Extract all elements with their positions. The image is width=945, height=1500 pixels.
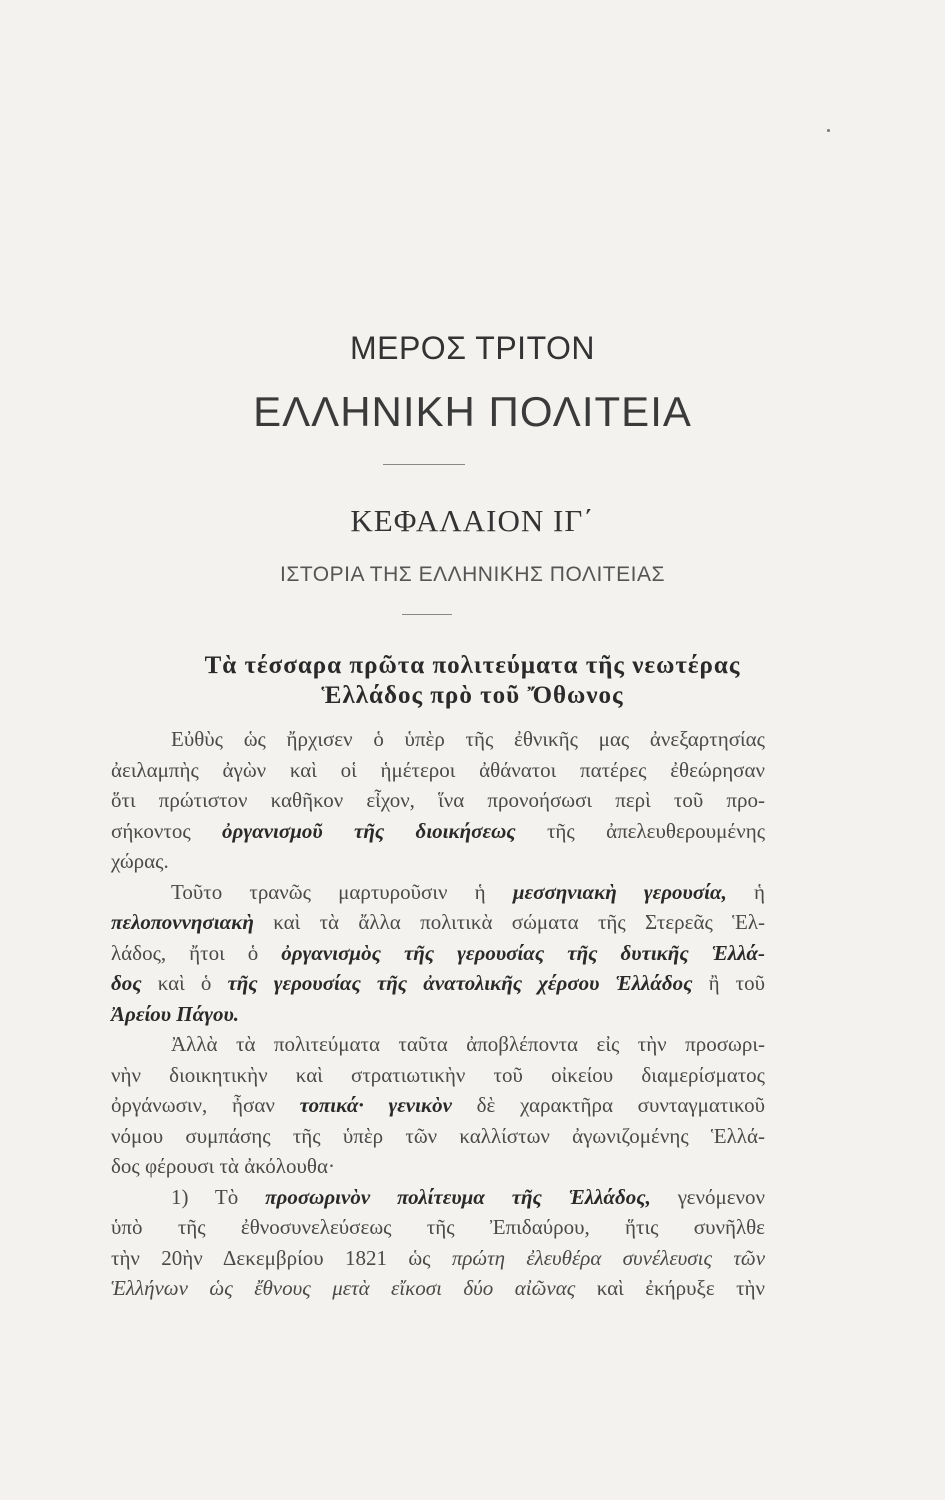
text-run: γενόμενον bbox=[677, 1184, 766, 1209]
text-line bbox=[111, 1243, 765, 1274]
section-title-line-2: Ἑλλάδος πρὸ τοῦ Ὄθωνος bbox=[321, 682, 624, 709]
text-line bbox=[111, 816, 765, 847]
emphasis: δος bbox=[111, 971, 142, 995]
emphasis: προσωρινὸν πολίτευμα τῆς Ἑλλάδος, bbox=[265, 1184, 651, 1209]
chapter-heading: ΚΕΦΑΛΑΙΟΝ ΙΓ΄ bbox=[350, 503, 595, 538]
text-line: Ἀλλὰ τὰ πολιτεύματα ταῦτα ἀποβλέποντα εἰς τὴν προσωρι- bbox=[171, 1032, 765, 1056]
text-run: δὲ χαρακτῆρα συνταγματικοῦ bbox=[476, 1093, 765, 1117]
emphasis: ὀργανισμοῦ τῆς διοικήσεως bbox=[222, 818, 516, 843]
text-line bbox=[111, 907, 765, 938]
text-line: Εὐθὺς ὡς ἤρχισεν ὁ ὑπὲρ τῆς ἐθνικῆς μας ἀνεξαρτησίας bbox=[171, 727, 765, 751]
emphasis: πρώτη ἐλευθέρα συνέλευσις τῶν bbox=[451, 1245, 766, 1270]
emphasis: τῆς γερουσίας τῆς ἀνατολικῆς χέρσου Ἑλλάδος bbox=[227, 971, 693, 995]
text-run: καὶ ἐκήρυξε τὴν bbox=[596, 1276, 766, 1300]
text-line: χώρας. bbox=[111, 849, 169, 873]
text-run: 1) Τὸ bbox=[171, 1184, 239, 1209]
emphasis: ὀργανισμὸς τῆς γερουσίας τῆς δυτικῆς Ἑλλά- bbox=[281, 940, 765, 965]
emphasis: Ἑλλήνων ὡς ἔθνους bbox=[111, 1276, 311, 1300]
text-run: καὶ τὰ ἄλλα πολιτικὰ σώματα τῆς Στερεᾶς Ἑλ- bbox=[273, 910, 765, 934]
text-run: Τοῦτο τρανῶς μαρτυροῦσιν ἡ bbox=[171, 879, 486, 904]
emphasis: τοπικά· γενικὸν bbox=[299, 1093, 452, 1117]
text-line: ὅτι πρώτιστον καθῆκον εἶχον, ἵνα προνοήσωσι περὶ τοῦ προ- bbox=[111, 788, 765, 812]
paragraph bbox=[111, 877, 765, 1030]
text-run: τῆς ἀπελευθερουμένης bbox=[546, 818, 766, 843]
emphasis: Ἀρείου Πάγου. bbox=[111, 1001, 240, 1026]
text-line bbox=[111, 877, 765, 908]
part-title: ΕΛΛΗΝΙΚΗ ΠΟΛΙΤΕΙΑ bbox=[253, 388, 692, 435]
text-run: ὀργάνωσιν, ἦσαν bbox=[111, 1093, 275, 1117]
paragraph bbox=[111, 724, 765, 877]
section-title-line-1: Τὰ τέσσαρα πρῶτα πολιτεύματα τῆς νεωτέρας bbox=[204, 652, 741, 679]
body-text bbox=[111, 724, 765, 1304]
paragraph bbox=[111, 1029, 765, 1182]
text-run: τὴν 20ὴν Δεκεμβρίου 1821 ὡς bbox=[111, 1245, 431, 1270]
text-line bbox=[111, 1090, 765, 1121]
text-line bbox=[111, 999, 765, 1030]
text-run: λάδος, ἤτοι ὁ bbox=[111, 940, 259, 965]
paragraph bbox=[111, 1182, 765, 1304]
part-heading: ΜΕΡΟΣ ΤΡΙΤΟΝ bbox=[349, 330, 596, 366]
text-line bbox=[111, 968, 765, 999]
text-run: σήκοντος bbox=[111, 818, 191, 843]
text-line: δος φέρουσι τὰ ἀκόλουθα· bbox=[111, 1154, 335, 1178]
divider-rule bbox=[383, 464, 465, 465]
text-line: νόμου συμπάσης τῆς ὑπὲρ τῶν καλλίστων ἀγωνιζομένης Ἑλλά- bbox=[111, 1123, 765, 1148]
chapter-subtitle: ΙΣΤΟΡΙΑ ΤΗΣ ΕΛΛΗΝΙΚΗΣ ΠΟΛΙΤΕΙΑΣ bbox=[280, 563, 665, 586]
text-line: ἀειλαμπὴς ἀγὼν καὶ οἱ ἡμέτεροι ἀθάνατοι πατέρες ἐθεώρησαν bbox=[111, 757, 765, 782]
emphasis: μετὰ εἴκοσι δύο αἰῶνας bbox=[332, 1276, 576, 1300]
text-run: καὶ ὁ bbox=[157, 971, 212, 995]
text-line: ὑπὸ τῆς ἐθνοσυνελεύσεως τῆς Ἐπιδαύρου, ἥτις συνῆλθε bbox=[111, 1215, 765, 1239]
text-line bbox=[111, 1182, 765, 1213]
text-line bbox=[111, 1273, 765, 1304]
emphasis: μεσσηνιακὴ γερουσία, bbox=[512, 879, 727, 904]
divider-rule bbox=[402, 614, 452, 615]
emphasis: πελοποννησιακὴ bbox=[111, 910, 254, 934]
text-line bbox=[111, 938, 765, 969]
text-run: ἢ τοῦ bbox=[708, 971, 765, 995]
text-line: νὴν διοικητικὴν καὶ στρατιωτικὴν τοῦ οἰκείου διαμερίσματος bbox=[111, 1062, 765, 1087]
page-speck bbox=[827, 129, 830, 132]
text-run: ἡ bbox=[754, 879, 766, 904]
